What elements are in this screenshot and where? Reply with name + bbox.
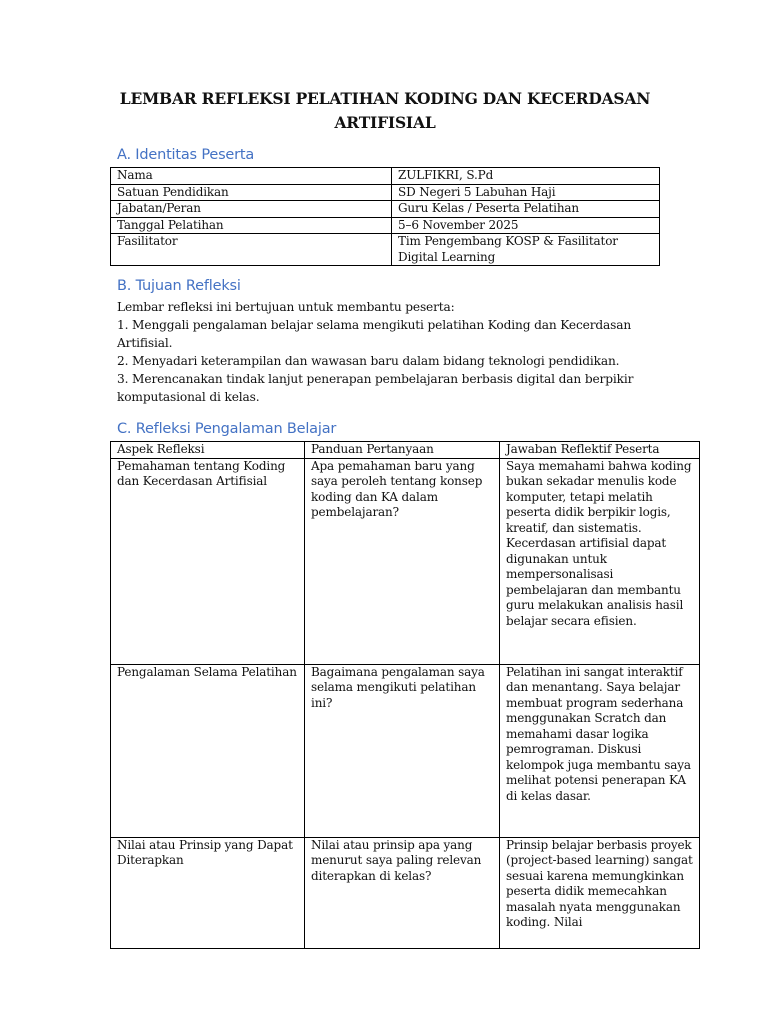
column-header: Panduan Pertanyaan — [305, 442, 500, 459]
question-cell: Apa pemahaman baru yang saya peroleh tentang konsep koding dan KA dalam pembelajaran? — [305, 458, 500, 664]
identity-value: Tim Pengembang KOSP & Fasilitator Digital Learning — [392, 234, 660, 266]
section-c-heading: C. Refleksi Pengalaman Belajar — [117, 421, 337, 437]
column-header: Jawaban Reflektif Peserta — [500, 442, 700, 459]
aspect-cell: Pengalaman Selama Pelatihan — [111, 664, 305, 837]
table-row — [111, 234, 660, 266]
identity-value: 5–6 November 2025 — [392, 217, 660, 234]
identity-label: Tanggal Pelatihan — [111, 217, 392, 234]
identity-value: Guru Kelas / Peserta Pelatihan — [392, 201, 660, 218]
table-row — [111, 168, 660, 185]
section-b-heading: B. Tujuan Refleksi — [117, 278, 241, 294]
identity-value: SD Negeri 5 Labuhan Haji — [392, 184, 660, 201]
identity-label: Jabatan/Peran — [111, 201, 392, 218]
reflection-table — [110, 441, 700, 949]
objective-item: 1. Menggali pengalaman belajar selama mengikuti pelatihan Koding dan Kecerdasan Artifisial. — [117, 318, 632, 350]
table-row — [111, 217, 660, 234]
objective-item: 2. Menyadari keterampilan dan wawasan baru dalam bidang teknologi pendidikan. — [117, 354, 620, 368]
question-cell: Nilai atau prinsip apa yang menurut saya paling relevan diterapkan di kelas? — [305, 837, 500, 948]
column-header: Aspek Refleksi — [111, 442, 305, 459]
aspect-cell: Nilai atau Prinsip yang Dapat Diterapkan — [111, 837, 305, 948]
objectives-intro: Lembar refleksi ini bertujuan untuk membantu peserta: — [117, 300, 455, 314]
table-row — [111, 458, 700, 664]
document-title: LEMBAR REFLEKSI PELATIHAN KODING DAN KECERDASAN ARTIFISIAL — [119, 89, 651, 132]
identity-label: Fasilitator — [111, 234, 392, 266]
answer-cell: Saya memahami bahwa koding bukan sekadar menulis kode komputer, tetapi melatih peserta didik berpikir logis, kreatif, dan sistematis. Kecerdasan artifisial dapat digunakan untuk mempersonalisasi pembelajaran dan membantu guru melakukan analisis hasil belajar secara efisien. — [500, 458, 700, 664]
table-row — [111, 837, 700, 948]
table-header-row — [111, 442, 700, 459]
aspect-cell: Pemahaman tentang Koding dan Kecerdasan Artifisial — [111, 458, 305, 664]
objective-item: 3. Merencanakan tindak lanjut penerapan pembelajaran berbasis digital dan berpikir komputasional di kelas. — [117, 372, 634, 404]
answer-text: Prinsip belajar berbasis proyek (project-based learning) sangat sesuai karena memungkinkan peserta didik memecahkan masalah nyata menggunakan koding. Nilai — [506, 837, 693, 929]
identity-label: Nama — [111, 168, 392, 185]
section-a-heading: A. Identitas Peserta — [117, 147, 255, 163]
identity-label: Satuan Pendidikan — [111, 184, 392, 201]
identity-value: ZULFIKRI, S.Pd — [392, 168, 660, 185]
objectives-text — [117, 298, 662, 406]
answer-cell — [500, 837, 700, 948]
table-row — [111, 664, 700, 837]
identity-table — [110, 167, 660, 266]
table-row — [111, 201, 660, 218]
table-row — [111, 184, 660, 201]
question-cell: Bagaimana pengalaman saya selama mengikuti pelatihan ini? — [305, 664, 500, 837]
answer-cell: Pelatihan ini sangat interaktif dan menantang. Saya belajar membuat program sederhana menggunakan Scratch dan memahami dasar logika pemrograman. Diskusi kelompok juga membantu saya melihat potensi penerapan KA di kelas dasar. — [500, 664, 700, 837]
